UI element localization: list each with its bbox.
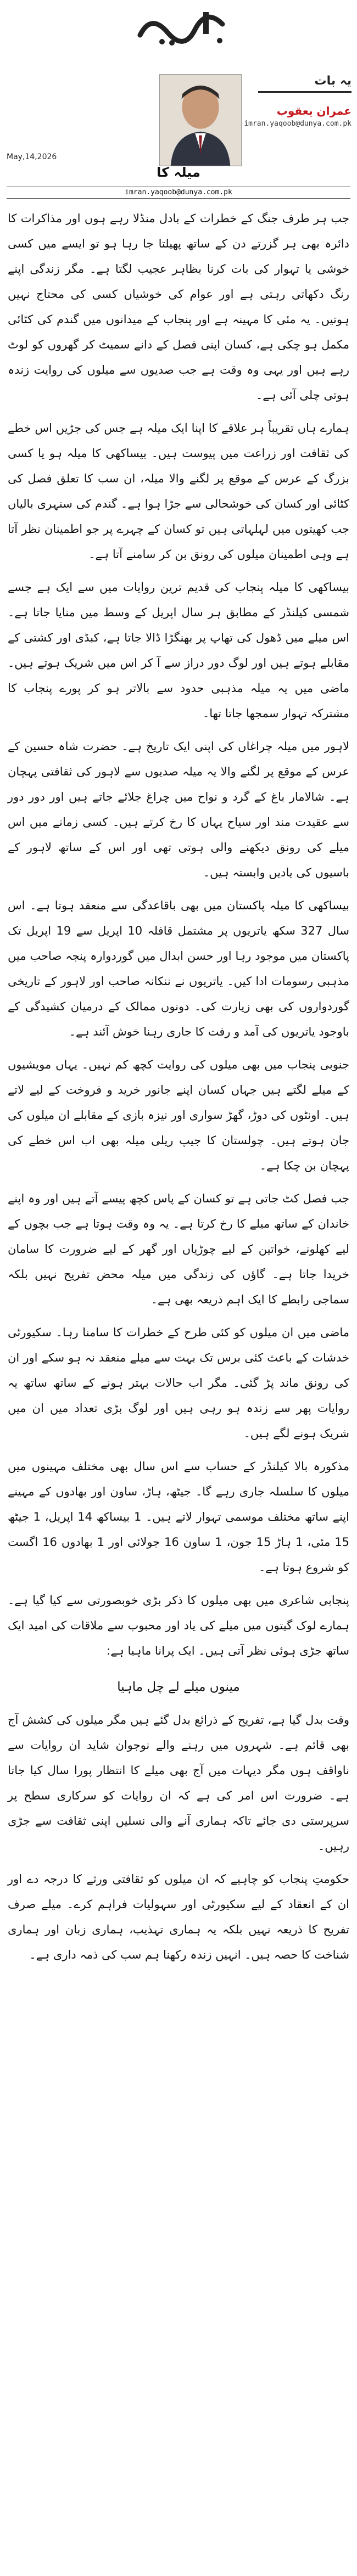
paragraph: ماضی میں ان میلوں کو کئی طرح کے خطرات کا سامنا رہا۔ سکیورٹی خدشات کے باعث کئی برس تک بہت سے میلے منعقد نہ ہو سکے اور ان کی رونق ماند پڑ گئی۔ مگر اب حالات بہتر ہونے کے ساتھ ساتھ یہ روایات پھر سے زندہ ہو رہی ہیں اور لوگ بڑی تعداد میں ان میں شریک ہونے لگے ہیں۔	[8, 1326, 349, 1440]
title-rule	[258, 91, 352, 93]
verse-line: مینوں میلے لے چل ماہیا	[117, 1680, 240, 1694]
paragraph: جب ہر طرف جنگ کے خطرات کے بادل منڈلا رہے ہوں اور مذاکرات کا دائرہ بھی ہر گزرتے دن کے ساتھ پھیلتا جا رہا ہو تو ایسے میں کسی خوشی یا تہوار کی بات کرنا بظاہر عجیب لگتا ہے۔ مگر زندگی اپنے رنگ دکھاتی رہتی ہے اور عوام کی خوشیاں کسی کی محتاج نہیں ہوتیں۔ یہ مئی کا مہینہ ہے اور پنجاب کے میدانوں میں گندم کی کٹائی مکمل ہو چکی ہے، کسان اپنی فصل کے دانے سمیٹ کر گھروں کو لوٹ رہے ہیں اور یہی وہ وقت ہے جب صدیوں سے میلوں کی روایت زندہ ہوتی چلی آئی ہے۔	[8, 212, 349, 402]
author-portrait-icon	[160, 75, 241, 166]
masthead	[0, 0, 357, 126]
article-body	[8, 206, 349, 1975]
paragraph: حکومتِ پنجاب کو چاہیے کہ ان میلوں کو ثقافتی ورثے کا درجہ دے اور ان کے انعقاد کے لیے سکیورٹی اور سہولیات فراہم کرے۔ میلے صرف تفریح کا ذریعہ نہیں بلکہ یہ ہماری تہذیب، ہماری زبان اور ہماری شناخت کا حصہ ہیں۔ انہیں زندہ رکھنا ہم سب کی ذمہ داری ہے۔	[8, 1872, 349, 1961]
paragraph: ہمارے ہاں تقریباً ہر علاقے کا اپنا ایک میلہ ہے جس کی جڑیں اس خطے کی ثقافت اور زراعت میں پیوست ہیں۔ بیساکھی کا میلہ ہو یا کسی بزرگ کے عرس کے موقع پر لگنے والا میلہ، ان سب کا تعلق فصل کی کٹائی اور کسان کی خوشحالی سے جڑا ہوا ہے۔ گندم کی سنہری بالیاں جب کھیتوں میں لہلہاتی ہیں تو کسان کے چہرے پر جو اطمینان نظر آتا ہے وہی اطمینان میلوں کی رونق بن کر سامنے آتا ہے۔	[8, 421, 349, 561]
publish-date: May,14,2026	[7, 153, 57, 161]
email-bar[interactable]: imran.yaqoob@dunya.com.pk	[7, 187, 350, 199]
author-email[interactable]: imran.yaqoob@dunya.com.pk	[244, 120, 352, 128]
author-name: عمران یعقوب	[276, 104, 352, 117]
author-photo	[159, 74, 242, 166]
column-name: یہ بات	[314, 74, 352, 88]
paragraph: جب فصل کٹ جاتی ہے تو کسان کے پاس کچھ پیسے آتے ہیں اور وہ اپنے خاندان کے ساتھ میلے کا رخ کرتا ہے۔ یہ وہ وقت ہوتا ہے جب بچوں کے لیے کھلونے، خواتین کے لیے چوڑیاں اور گھر کے لیے ضرورت کا سامان خریدا جاتا ہے۔ گاؤں کی زندگی میں میلہ محض تفریح نہیں بلکہ سماجی رابطے کا ایک اہم ذریعہ بھی ہے۔	[8, 1192, 349, 1306]
newspaper-logo[interactable]	[129, 8, 233, 50]
paragraph: مذکورہ بالا کیلنڈر کے حساب سے اس سال بھی مختلف مہینوں میں میلوں کا سلسلہ جاری رہے گا۔ جیٹھ، ہاڑ، ساون اور بھادوں کے مہینے اپنے ساتھ مختلف موسمی تہوار لاتے ہیں۔ 1 بیساکھ 14 اپریل، 1 جیٹھ 15 مئی، 1 ہاڑ 15 جون، 1 ساون 16 جولائی اور 1 بھادوں 16 اگست کو شروع ہوتا ہے۔	[8, 1460, 349, 1574]
paragraph: وقت بدل گیا ہے، تفریح کے ذرائع بدل گئے ہیں مگر میلوں کی کشش آج بھی قائم ہے۔ شہروں میں رہنے والے نوجوان شاید ان روایات سے ناواقف ہوں مگر دیہات میں آج بھی میلے کا انتظار پورا سال کیا جاتا ہے۔ ضرورت اس امر کی ہے کہ ان روایات کو سرکاری سطح پر سرپرستی دی جائے تاکہ ہماری آنے والی نسلیں اپنی ثقافت سے جڑی رہیں۔	[8, 1713, 349, 1853]
paragraph: بیساکھی کا میلہ پنجاب کی قدیم ترین روایات میں سے ایک ہے جسے شمسی کیلنڈر کے مطابق ہر سال اپریل کے وسط میں منایا جاتا ہے۔ اس میلے میں ڈھول کی تھاپ پر بھنگڑا ڈالا جاتا ہے، کبڈی اور کشتی کے مقابلے ہوتے ہیں اور لوگ دور دراز سے آ کر اس میں شریک ہوتے ہیں۔ ماضی میں یہ میلہ مذہبی حدود سے بالاتر ہو کر پورے پنجاب کا مشترکہ تہوار سمجھا جاتا تھا۔	[8, 581, 349, 720]
article-title: میلہ کا	[157, 165, 200, 180]
paragraph: جنوبی پنجاب میں بھی میلوں کی روایت کچھ کم نہیں۔ یہاں مویشیوں کے میلے لگتے ہیں جہاں کسان اپنے جانور خرید و فروخت کے لیے لاتے ہیں۔ اونٹوں کی دوڑ، گھڑ سواری اور نیزہ بازی کے مقابلے ان میلوں کی جان ہوتے ہیں۔ چولستان کا جیپ ریلی میلہ بھی اب اس خطے کی پہچان بن چکا ہے۔	[8, 1058, 349, 1172]
paragraph: لاہور میں میلہ چراغاں کی اپنی ایک تاریخ ہے۔ حضرت شاہ حسین کے عرس کے موقع پر لگنے والا یہ میلہ صدیوں سے لاہور کی ثقافتی پہچان ہے۔ شالامار باغ کے گرد و نواح میں چراغ جلائے جاتے ہیں اور دور دور سے عقیدت مند اور سیاح یہاں کا رخ کرتے ہیں۔ کسی زمانے میں اس میلے کی رونق دیکھنے والی ہوتی تھی اور اس کے ساتھ لاہور کے باسیوں کی یادیں وابستہ ہیں۔	[8, 740, 349, 879]
paragraph: بیساکھی کا میلہ پاکستان میں بھی باقاعدگی سے منعقد ہوتا ہے۔ اس سال 327 سکھ یاتریوں پر مشتمل قافلہ 10 اپریل سے 19 اپریل تک پاکستان میں موجود رہا اور حسن ابدال میں گوردوارہ پنجہ صاحب میں مذہبی رسومات ادا کیں۔ یاتریوں نے ننکانہ صاحب اور لاہور کے تاریخی گوردواروں کی بھی زیارت کی۔ دونوں ممالک کے درمیان کشیدگی کے باوجود یاتریوں کی آمد و رفت کا جاری رہنا خوش آئند ہے۔	[8, 899, 349, 1038]
paragraph: پنجابی شاعری میں بھی میلوں کا ذکر بڑی خوبصورتی سے کیا گیا ہے۔ ہمارے لوک گیتوں میں میلے کی یاد اور محبوب سے ملاقات کی امید ایک ساتھ جڑی ہوئی نظر آتی ہیں۔ ایک پرانا ماہیا ہے:	[8, 1594, 349, 1657]
column-title	[258, 74, 352, 96]
logo-mark-icon	[129, 8, 233, 50]
